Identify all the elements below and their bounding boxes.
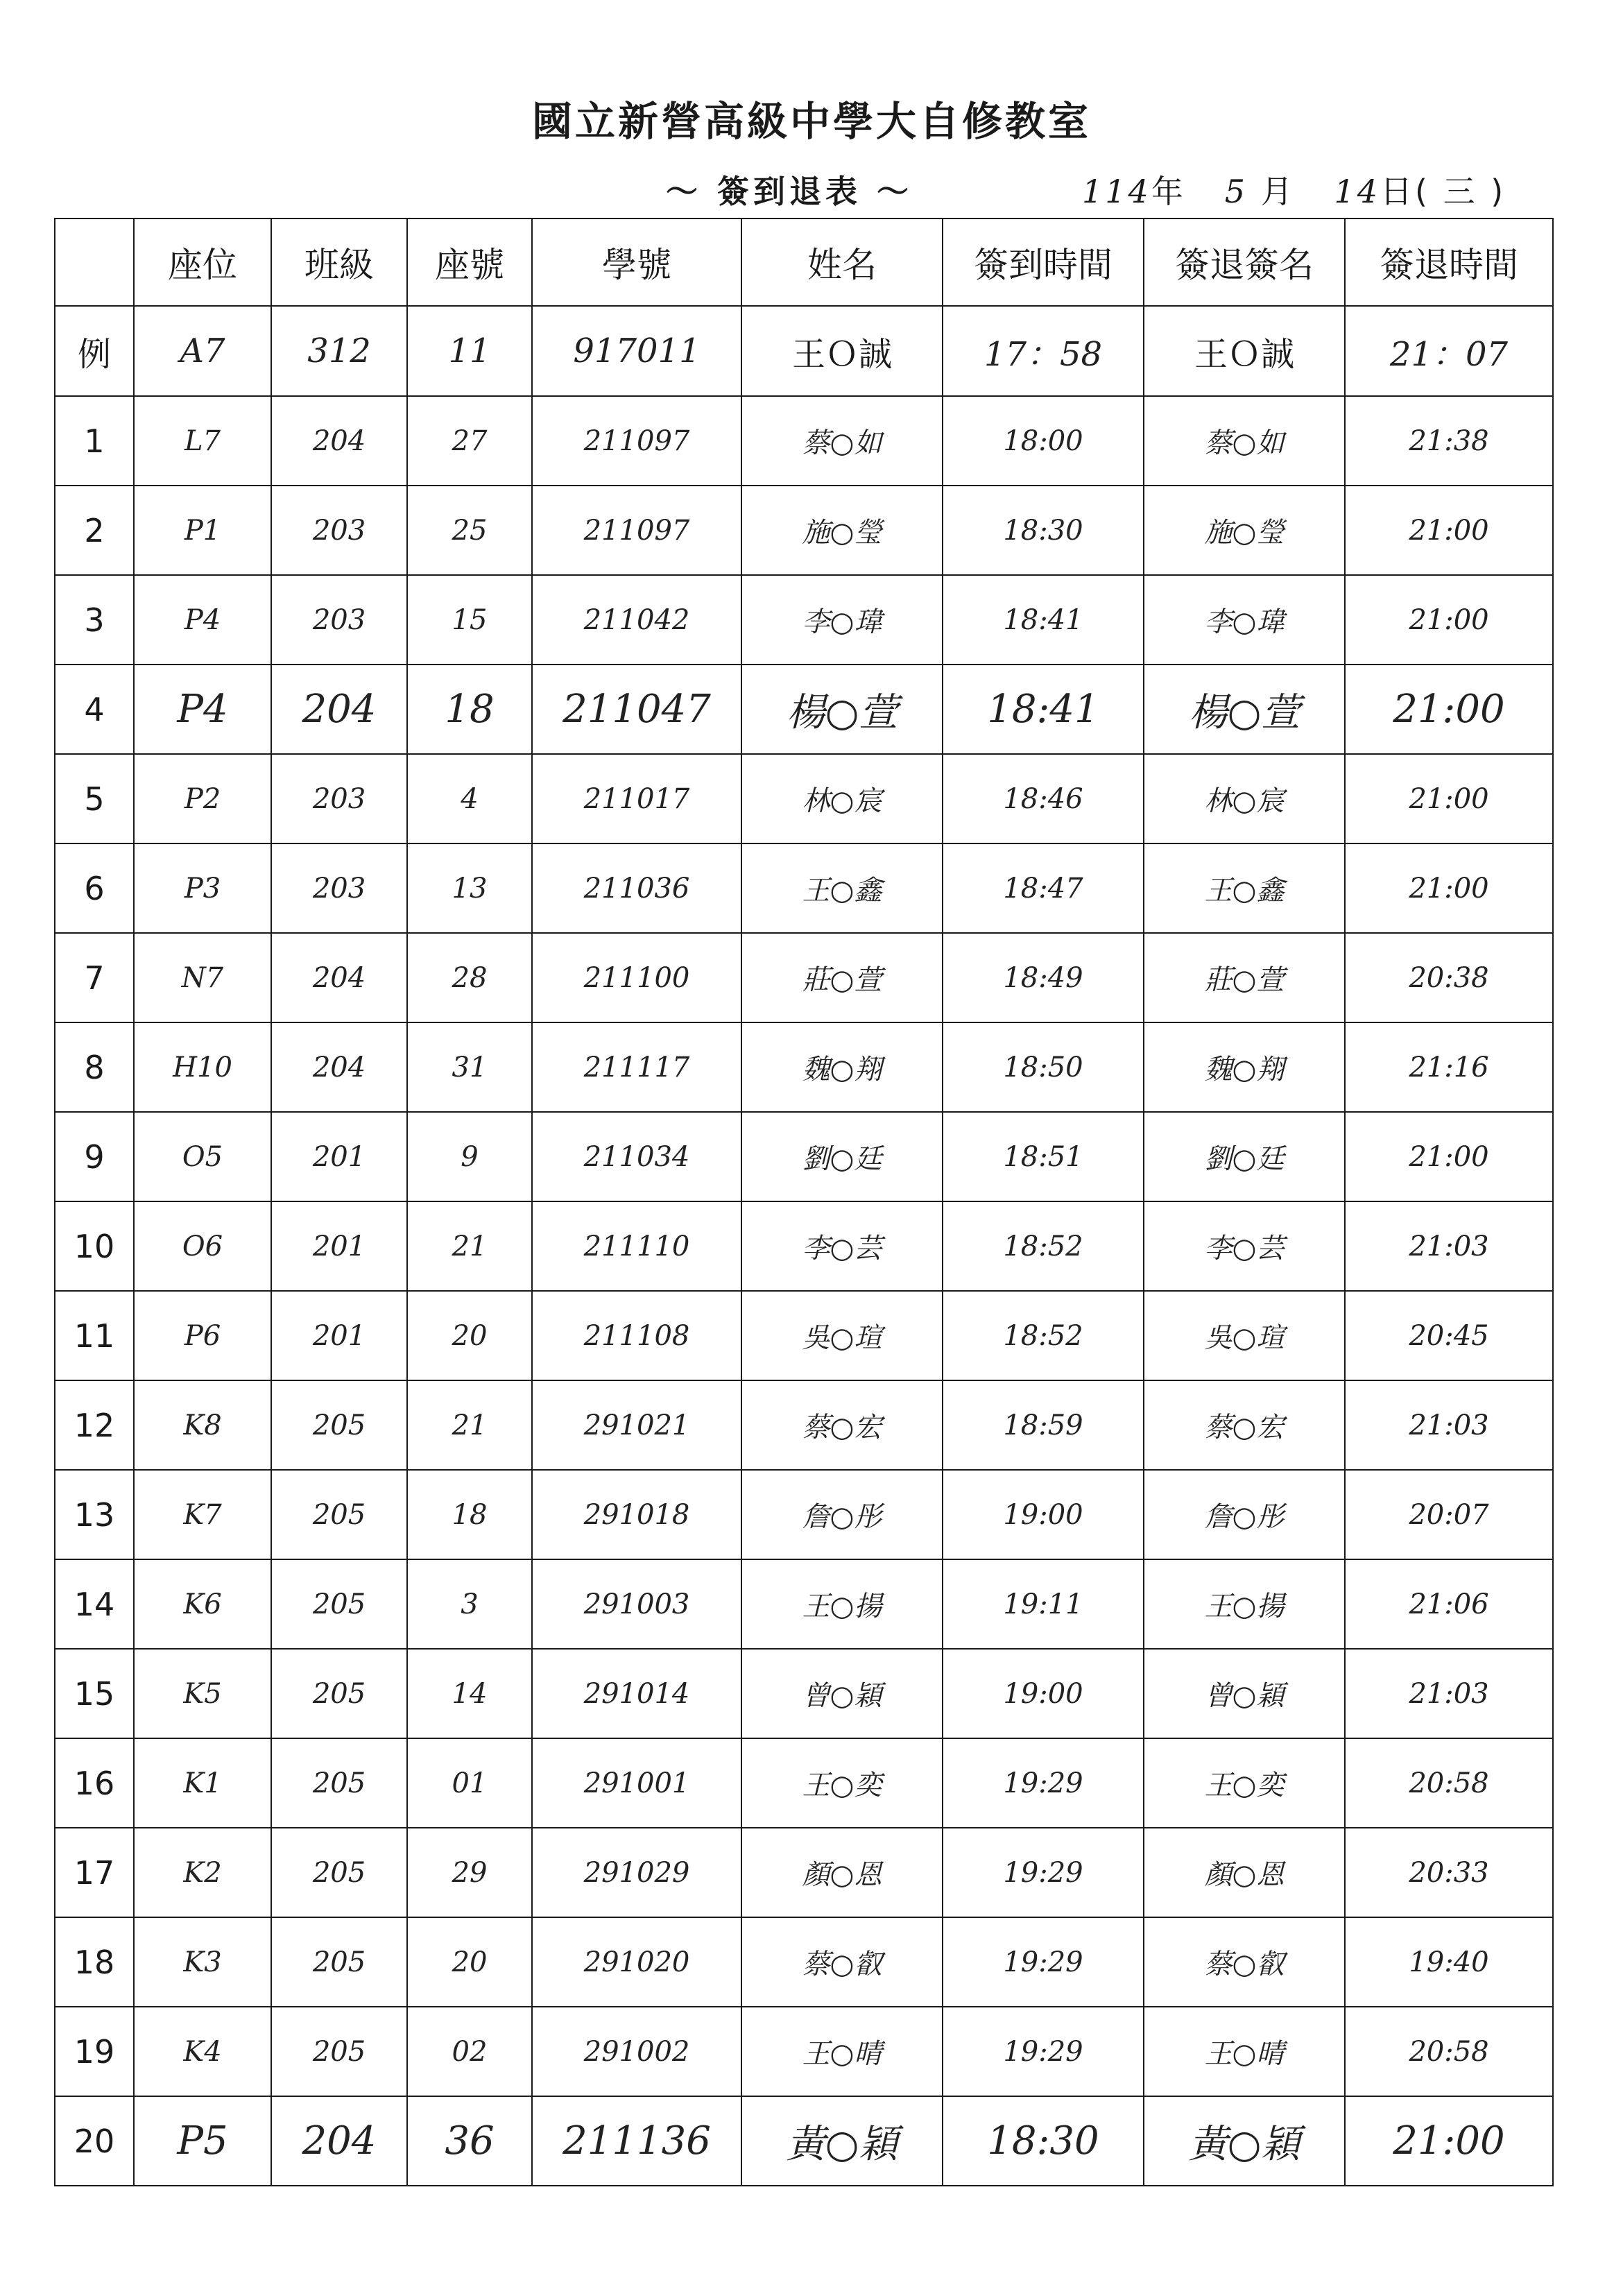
sign-out-time-cell: 20:33 xyxy=(1345,1828,1553,1917)
seat-number-cell: 02 xyxy=(407,2007,532,2096)
row-number-cell: 20 xyxy=(55,2096,134,2186)
class-cell: 204 xyxy=(271,1022,407,1112)
sign-out-time-cell: 20:58 xyxy=(1345,1738,1553,1828)
class-cell: 201 xyxy=(271,1112,407,1201)
table-row xyxy=(55,843,1553,933)
sign-out-time-cell: 21:00 xyxy=(1345,2096,1553,2186)
row-number-cell: 1 xyxy=(55,396,134,486)
sign-out-signature-cell: 楊○萱 xyxy=(1144,665,1345,754)
sign-out-time-cell: 21:00 xyxy=(1345,486,1553,575)
seat-cell: P3 xyxy=(134,843,271,933)
seat-cell: O6 xyxy=(134,1201,271,1291)
header-cell: 座號 xyxy=(407,219,532,306)
header-cell: 簽到時間 xyxy=(943,219,1144,306)
example-cell: 917011 xyxy=(532,306,741,396)
table-row xyxy=(55,665,1553,754)
class-cell: 204 xyxy=(271,665,407,754)
sign-in-time-cell: 18:30 xyxy=(943,2096,1144,2186)
header-row xyxy=(55,219,1553,306)
class-cell: 203 xyxy=(271,843,407,933)
seat-cell: H10 xyxy=(134,1022,271,1112)
seat-number-cell: 28 xyxy=(407,933,532,1022)
row-number-cell: 19 xyxy=(55,2007,134,2096)
student-name-cell: 曾○穎 xyxy=(741,1649,943,1738)
table-row xyxy=(55,1380,1553,1470)
sign-out-signature-cell: 劉○廷 xyxy=(1144,1112,1345,1201)
sign-out-signature-cell: 李○芸 xyxy=(1144,1201,1345,1291)
seat-number-cell: 3 xyxy=(407,1559,532,1649)
sheet-subtitle: 〜 簽到退表 〜 xyxy=(666,173,913,210)
student-name-cell: 林○宸 xyxy=(741,754,943,843)
seat-number-cell: 21 xyxy=(407,1380,532,1470)
student-id-cell: 211100 xyxy=(532,933,741,1022)
seat-cell: K4 xyxy=(134,2007,271,2096)
example-cell: 21：07 xyxy=(1345,306,1553,396)
sign-out-time-cell: 20:45 xyxy=(1345,1291,1553,1380)
student-id-cell: 211034 xyxy=(532,1112,741,1201)
student-name-cell: 魏○翔 xyxy=(741,1022,943,1112)
student-name-cell: 蔡○宏 xyxy=(741,1380,943,1470)
date-year-unit: 年 xyxy=(1151,173,1186,210)
seat-number-cell: 15 xyxy=(407,575,532,665)
seat-number-cell: 21 xyxy=(407,1201,532,1291)
sign-in-time-cell: 18:59 xyxy=(943,1380,1144,1470)
seat-number-cell: 20 xyxy=(407,1917,532,2007)
sign-out-signature-cell: 蔡○如 xyxy=(1144,396,1345,486)
student-name-cell: 蔡○叡 xyxy=(741,1917,943,2007)
row-number-cell: 18 xyxy=(55,1917,134,2007)
row-number-cell: 3 xyxy=(55,575,134,665)
example-cell: 11 xyxy=(407,306,532,396)
table-row xyxy=(55,1649,1553,1738)
row-number-cell: 16 xyxy=(55,1738,134,1828)
student-id-cell: 211042 xyxy=(532,575,741,665)
sign-in-time-cell: 18:49 xyxy=(943,933,1144,1022)
row-number-cell: 7 xyxy=(55,933,134,1022)
sign-out-signature-cell: 蔡○宏 xyxy=(1144,1380,1345,1470)
row-number-cell: 15 xyxy=(55,1649,134,1738)
table-row xyxy=(55,486,1553,575)
date-day: 14 xyxy=(1334,173,1381,210)
student-id-cell: 211110 xyxy=(532,1201,741,1291)
class-cell: 203 xyxy=(271,754,407,843)
row-number-cell: 5 xyxy=(55,754,134,843)
date-weekday: ( 三 ) xyxy=(1415,173,1506,210)
student-id-cell: 291014 xyxy=(532,1649,741,1738)
row-number-cell: 8 xyxy=(55,1022,134,1112)
student-name-cell: 黃○穎 xyxy=(741,2096,943,2186)
class-cell: 203 xyxy=(271,575,407,665)
seat-number-cell: 14 xyxy=(407,1649,532,1738)
sign-out-signature-cell: 曾○穎 xyxy=(1144,1649,1345,1738)
student-id-cell: 291020 xyxy=(532,1917,741,2007)
class-cell: 204 xyxy=(271,933,407,1022)
sign-out-signature-cell: 詹○彤 xyxy=(1144,1470,1345,1559)
sign-in-time-cell: 18:41 xyxy=(943,575,1144,665)
sign-in-time-cell: 19:29 xyxy=(943,1917,1144,2007)
sign-out-time-cell: 21:00 xyxy=(1345,843,1553,933)
seat-cell: P5 xyxy=(134,2096,271,2186)
sign-out-time-cell: 21:00 xyxy=(1345,754,1553,843)
example-cell: 王Ｏ誠 xyxy=(741,306,943,396)
date-month-unit: 月 xyxy=(1260,173,1296,210)
sign-out-time-cell: 21:06 xyxy=(1345,1559,1553,1649)
example-cell: 17：58 xyxy=(943,306,1144,396)
row-number-cell: 10 xyxy=(55,1201,134,1291)
seat-cell: K6 xyxy=(134,1559,271,1649)
seat-number-cell: 31 xyxy=(407,1022,532,1112)
sign-in-time-cell: 19:29 xyxy=(943,1738,1144,1828)
sign-in-time-cell: 18:30 xyxy=(943,486,1144,575)
seat-cell: K3 xyxy=(134,1917,271,2007)
student-name-cell: 莊○萱 xyxy=(741,933,943,1022)
class-cell: 205 xyxy=(271,1649,407,1738)
row-number-cell: 6 xyxy=(55,843,134,933)
seat-cell: P4 xyxy=(134,665,271,754)
seat-number-cell: 18 xyxy=(407,1470,532,1559)
student-name-cell: 楊○萱 xyxy=(741,665,943,754)
sign-in-time-cell: 18:51 xyxy=(943,1112,1144,1201)
sign-out-signature-cell: 林○宸 xyxy=(1144,754,1345,843)
sheet-title: 國立新營高級中學大自修教室 xyxy=(531,98,1091,145)
class-cell: 203 xyxy=(271,486,407,575)
table-row xyxy=(55,575,1553,665)
sign-out-signature-cell: 李○瑋 xyxy=(1144,575,1345,665)
row-number-cell: 4 xyxy=(55,665,134,754)
example-cell: 例 xyxy=(55,306,134,396)
seat-cell: N7 xyxy=(134,933,271,1022)
class-cell: 204 xyxy=(271,2096,407,2186)
table-row xyxy=(55,1201,1553,1291)
table-row xyxy=(55,1291,1553,1380)
table-row xyxy=(55,1022,1553,1112)
table-row xyxy=(55,1470,1553,1559)
sign-out-signature-cell: 蔡○叡 xyxy=(1144,1917,1345,2007)
seat-number-cell: 27 xyxy=(407,396,532,486)
row-number-cell: 14 xyxy=(55,1559,134,1649)
student-id-cell: 211136 xyxy=(532,2096,741,2186)
student-name-cell: 蔡○如 xyxy=(741,396,943,486)
class-cell: 205 xyxy=(271,1470,407,1559)
row-number-cell: 2 xyxy=(55,486,134,575)
seat-cell: K2 xyxy=(134,1828,271,1917)
table-row xyxy=(55,396,1553,486)
sign-out-time-cell: 21:03 xyxy=(1345,1649,1553,1738)
row-number-cell: 12 xyxy=(55,1380,134,1470)
row-number-cell: 11 xyxy=(55,1291,134,1380)
class-cell: 204 xyxy=(271,396,407,486)
sign-out-signature-cell: 王○奕 xyxy=(1144,1738,1345,1828)
class-cell: 205 xyxy=(271,1559,407,1649)
sign-in-time-cell: 18:41 xyxy=(943,665,1144,754)
student-name-cell: 李○瑋 xyxy=(741,575,943,665)
table-row xyxy=(55,1559,1553,1649)
sign-out-time-cell: 21:00 xyxy=(1345,575,1553,665)
class-cell: 205 xyxy=(271,1738,407,1828)
row-number-cell: 17 xyxy=(55,1828,134,1917)
example-cell: A7 xyxy=(134,306,271,396)
table-row xyxy=(55,2096,1553,2186)
header-cell: 班級 xyxy=(271,219,407,306)
sign-out-time-cell: 20:07 xyxy=(1345,1470,1553,1559)
sign-out-signature-cell: 王○鑫 xyxy=(1144,843,1345,933)
student-id-cell: 211047 xyxy=(532,665,741,754)
student-id-cell: 291021 xyxy=(532,1380,741,1470)
seat-cell: P4 xyxy=(134,575,271,665)
student-name-cell: 王○揚 xyxy=(741,1559,943,1649)
seat-cell: O5 xyxy=(134,1112,271,1201)
student-name-cell: 施○瑩 xyxy=(741,486,943,575)
student-id-cell: 211036 xyxy=(532,843,741,933)
student-name-cell: 王○奕 xyxy=(741,1738,943,1828)
sign-out-time-cell: 21:03 xyxy=(1345,1380,1553,1470)
sign-out-time-cell: 21:16 xyxy=(1345,1022,1553,1112)
seat-cell: K7 xyxy=(134,1470,271,1559)
sign-in-time-cell: 19:00 xyxy=(943,1470,1144,1559)
sign-in-time-cell: 18:46 xyxy=(943,754,1144,843)
student-name-cell: 李○芸 xyxy=(741,1201,943,1291)
seat-number-cell: 18 xyxy=(407,665,532,754)
class-cell: 201 xyxy=(271,1201,407,1291)
student-name-cell: 王○晴 xyxy=(741,2007,943,2096)
seat-number-cell: 9 xyxy=(407,1112,532,1201)
sign-in-time-cell: 18:52 xyxy=(943,1201,1144,1291)
sign-out-time-cell: 20:38 xyxy=(1345,933,1553,1022)
sign-out-signature-cell: 黃○穎 xyxy=(1144,2096,1345,2186)
header-cell xyxy=(55,219,134,306)
sign-in-time-cell: 19:29 xyxy=(943,2007,1144,2096)
seat-cell: P2 xyxy=(134,754,271,843)
sign-out-time-cell: 21:00 xyxy=(1345,665,1553,754)
student-id-cell: 291003 xyxy=(532,1559,741,1649)
row-number-cell: 13 xyxy=(55,1470,134,1559)
student-id-cell: 211017 xyxy=(532,754,741,843)
date-year: 114 xyxy=(1082,173,1151,210)
header-cell: 座位 xyxy=(134,219,271,306)
example-row xyxy=(55,306,1553,396)
sign-in-time-cell: 18:52 xyxy=(943,1291,1144,1380)
header-cell: 簽退時間 xyxy=(1345,219,1553,306)
table-row xyxy=(55,754,1553,843)
student-id-cell: 211097 xyxy=(532,486,741,575)
header-cell: 姓名 xyxy=(741,219,943,306)
seat-number-cell: 20 xyxy=(407,1291,532,1380)
date-day-unit: 日 xyxy=(1380,173,1416,210)
seat-number-cell: 13 xyxy=(407,843,532,933)
student-id-cell: 291002 xyxy=(532,2007,741,2096)
table-row xyxy=(55,2007,1553,2096)
sign-in-time-cell: 19:11 xyxy=(943,1559,1144,1649)
sign-out-signature-cell: 施○瑩 xyxy=(1144,486,1345,575)
table-row xyxy=(55,1738,1553,1828)
student-id-cell: 291001 xyxy=(532,1738,741,1828)
header-cell: 簽退簽名 xyxy=(1144,219,1345,306)
sign-out-time-cell: 20:58 xyxy=(1345,2007,1553,2096)
sign-out-signature-cell: 莊○萱 xyxy=(1144,933,1345,1022)
table-row xyxy=(55,1828,1553,1917)
student-name-cell: 詹○彤 xyxy=(741,1470,943,1559)
student-name-cell: 王○鑫 xyxy=(741,843,943,933)
seat-number-cell: 4 xyxy=(407,754,532,843)
seat-cell: L7 xyxy=(134,396,271,486)
student-name-cell: 劉○廷 xyxy=(741,1112,943,1201)
sign-in-time-cell: 19:00 xyxy=(943,1649,1144,1738)
date-month: 5 xyxy=(1224,173,1248,210)
sign-out-signature-cell: 吳○瑄 xyxy=(1144,1291,1345,1380)
sign-out-time-cell: 19:40 xyxy=(1345,1917,1553,2007)
student-id-cell: 211117 xyxy=(532,1022,741,1112)
seat-number-cell: 25 xyxy=(407,486,532,575)
seat-number-cell: 36 xyxy=(407,2096,532,2186)
student-name-cell: 吳○瑄 xyxy=(741,1291,943,1380)
class-cell: 205 xyxy=(271,1917,407,2007)
sign-out-time-cell: 21:38 xyxy=(1345,396,1553,486)
class-cell: 205 xyxy=(271,2007,407,2096)
table-row xyxy=(55,933,1553,1022)
header-cell: 學號 xyxy=(532,219,741,306)
sign-in-time-cell: 18:00 xyxy=(943,396,1144,486)
sign-out-time-cell: 21:03 xyxy=(1345,1201,1553,1291)
row-number-cell: 9 xyxy=(55,1112,134,1201)
student-id-cell: 291018 xyxy=(532,1470,741,1559)
sign-out-signature-cell: 魏○翔 xyxy=(1144,1022,1345,1112)
seat-number-cell: 01 xyxy=(407,1738,532,1828)
sign-out-signature-cell: 王○晴 xyxy=(1144,2007,1345,2096)
class-cell: 205 xyxy=(271,1828,407,1917)
sign-out-signature-cell: 王○揚 xyxy=(1144,1559,1345,1649)
example-cell: 王Ｏ誠 xyxy=(1144,306,1345,396)
student-id-cell: 211097 xyxy=(532,396,741,486)
seat-cell: K8 xyxy=(134,1380,271,1470)
table-row xyxy=(55,1917,1553,2007)
sign-in-time-cell: 19:29 xyxy=(943,1828,1144,1917)
example-cell: 312 xyxy=(271,306,407,396)
student-id-cell: 291029 xyxy=(532,1828,741,1917)
student-name-cell: 顏○恩 xyxy=(741,1828,943,1917)
sheet-date xyxy=(1082,166,1506,212)
table-row xyxy=(55,1112,1553,1201)
student-id-cell: 211108 xyxy=(532,1291,741,1380)
seat-cell: K5 xyxy=(134,1649,271,1738)
sign-in-time-cell: 18:50 xyxy=(943,1022,1144,1112)
sign-in-time-cell: 18:47 xyxy=(943,843,1144,933)
seat-number-cell: 29 xyxy=(407,1828,532,1917)
class-cell: 201 xyxy=(271,1291,407,1380)
seat-cell: P6 xyxy=(134,1291,271,1380)
class-cell: 205 xyxy=(271,1380,407,1470)
seat-cell: P1 xyxy=(134,486,271,575)
seat-cell: K1 xyxy=(134,1738,271,1828)
sign-out-time-cell: 21:00 xyxy=(1345,1112,1553,1201)
sign-out-signature-cell: 顏○恩 xyxy=(1144,1828,1345,1917)
sign-in-table xyxy=(54,218,1554,2186)
